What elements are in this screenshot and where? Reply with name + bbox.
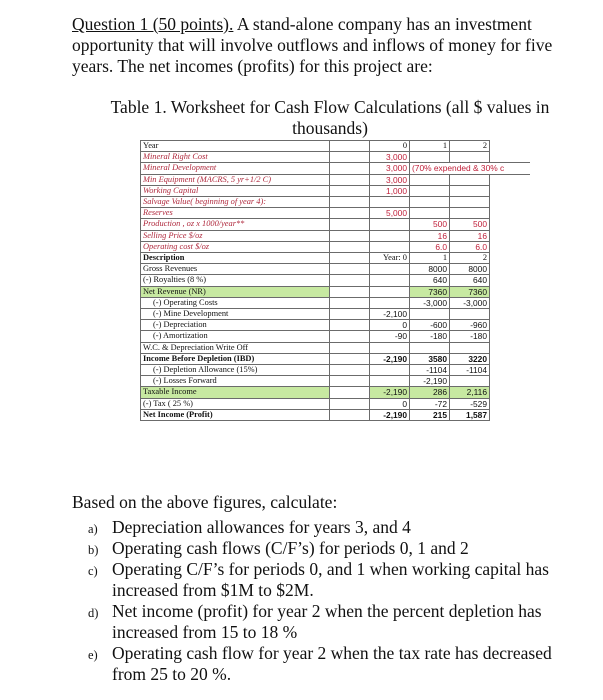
gross-revenues-row: Gross Revenues 8000 8000	[141, 264, 530, 275]
table-caption: Table 1. Worksheet for Cash Flow Calculations (all $ values in thousands)	[110, 97, 550, 138]
task-item-e	[88, 643, 588, 685]
ibd-row: Income Before Depletion (IBD) -2,190 3580 3220	[141, 353, 530, 364]
mineral-development-row: Mineral Development 3,000 (70% expended & 30% c	[141, 163, 530, 174]
net-revenue-row: Net Revenue (NR) 7360 7360	[141, 286, 530, 297]
mine-development-row: (-) Mine Development -2,100	[141, 309, 530, 320]
taxable-income-row: Taxable Income -2,190 286 2,116	[141, 387, 530, 398]
task-text: Operating cash flows (C/F’s) for periods 0, 1 and 2	[112, 538, 469, 558]
task-text: Operating cash flow for year 2 when the tax rate has decreased from 25 to 20 %.	[112, 643, 552, 684]
expended-note: (70% expended & 30% c	[410, 163, 530, 174]
task-text: Net income (profit) for year 2 when the percent depletion has increased from 15 to 18 %	[112, 601, 542, 642]
year-label: Year	[141, 141, 330, 152]
depreciation-row: (-) Depreciation 0 -600 -960	[141, 320, 530, 331]
task-letter: a)	[88, 522, 98, 536]
task-letter: e)	[88, 648, 98, 662]
salvage-row: Salvage Value( beginning of year 4):	[141, 197, 530, 208]
task-text: Depreciation allowances for years 3, and 4	[112, 517, 411, 537]
depletion-row: (-) Depletion Allowance (15%) -1104 -1104	[141, 365, 530, 376]
mineral-right-row: Mineral Right Cost 3,000	[141, 152, 530, 163]
reserves-row: Reserves 5,000	[141, 208, 530, 219]
equipment-row: Min Equipment (MACRS, 5 yr+1/2 C) 3,000	[141, 174, 530, 185]
description-row: Description Year: 0 1 2	[141, 253, 530, 264]
task-item-c	[88, 559, 588, 601]
instructions-heading: Based on the above figures, calculate:	[72, 492, 338, 512]
net-income-row: Net Income (Profit) -2,190 215 1,587	[141, 409, 530, 420]
operating-costs-row: (-) Operating Costs -3,000 -3,000	[141, 297, 530, 308]
royalties-row: (-) Royalties (8 %) 640 640	[141, 275, 530, 286]
question-paragraph	[72, 14, 577, 77]
task-list	[88, 517, 588, 685]
amortization-row: (-) Amortization -90 -180 -180	[141, 331, 530, 342]
losses-forward-row: (-) Losses Forward -2,190	[141, 376, 530, 387]
year-2: 2	[450, 141, 490, 152]
tax-row: (-) Tax ( 25 %) 0 -72 -529	[141, 398, 530, 409]
year-1: 1	[410, 141, 450, 152]
task-item-a	[88, 517, 588, 538]
cash-flow-worksheet	[140, 140, 530, 421]
task-letter: b)	[88, 543, 99, 557]
task-letter: c)	[88, 564, 98, 578]
task-text: Operating C/F’s for periods 0, and 1 when working capital has increased from $1M to $2M.	[112, 559, 549, 600]
year-row	[141, 141, 530, 152]
task-item-d	[88, 601, 588, 643]
write-off-row: W.C. & Depreciation Write Off	[141, 342, 530, 353]
task-letter: d)	[88, 606, 99, 620]
operating-cost-row: Operating cost $/oz 6.0 6.0	[141, 241, 530, 252]
question-text: A stand-alone company has an investment opportunity that will involve outflows and inflows of money for five years. The net incomes (profits) for this project are:	[72, 14, 553, 76]
year-0: 0	[370, 141, 410, 152]
task-item-b	[88, 538, 588, 559]
selling-price-row: Selling Price $/oz 16 16	[141, 230, 530, 241]
production-row: Production , oz x 1000/year** 500 500	[141, 219, 530, 230]
working-capital-row: Working Capital 1,000	[141, 185, 530, 196]
question-heading: Question 1 (50 points).	[72, 14, 234, 34]
